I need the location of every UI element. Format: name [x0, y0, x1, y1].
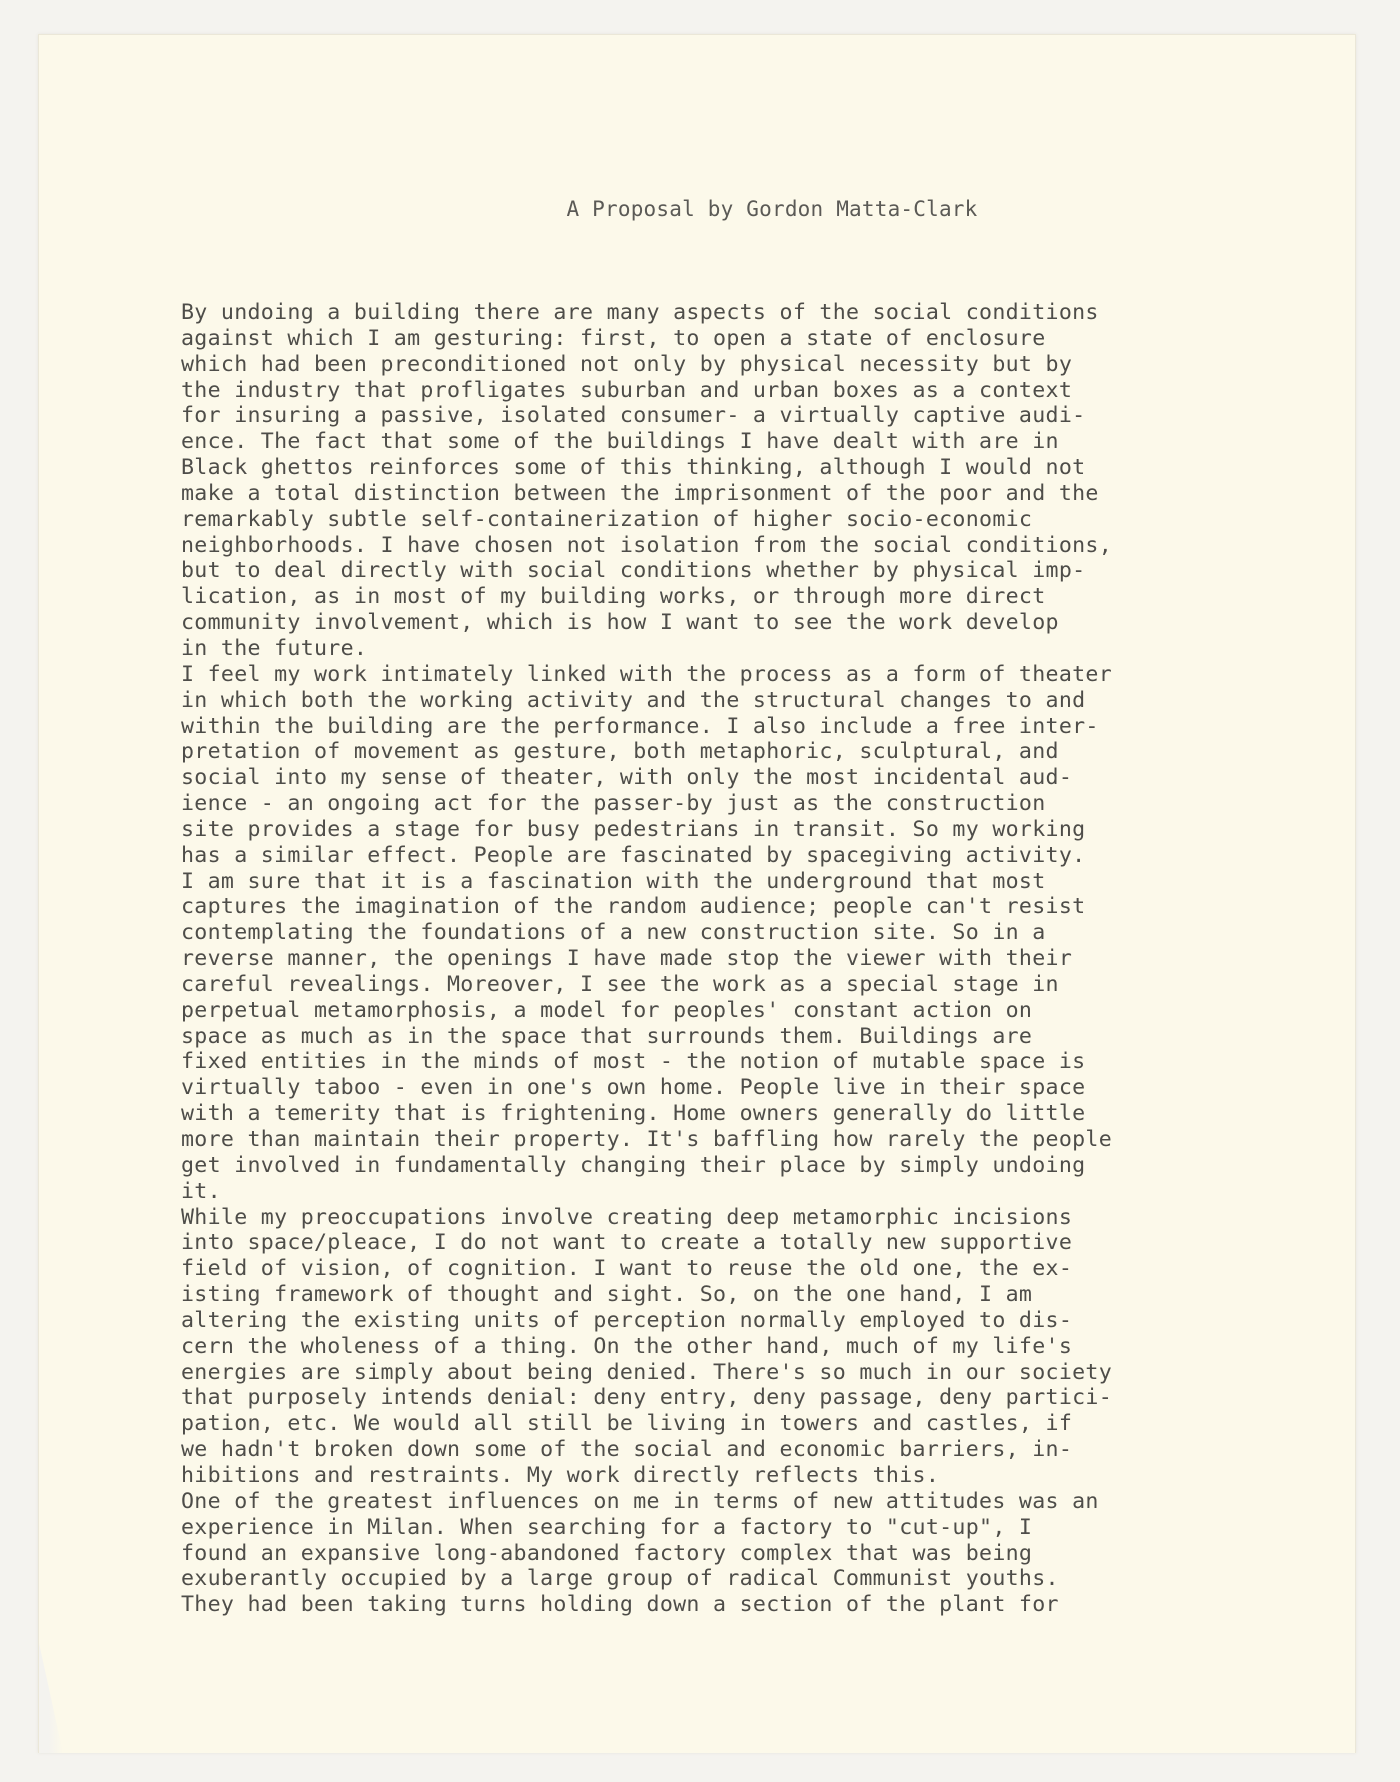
text-line: found an expansive long-abandoned factory complex that was being — [181, 1540, 1033, 1566]
text-line: reverse manner, the openings I have made stop the viewer with their — [181, 946, 1073, 972]
text-line: in which both the working activity and the structural changes to and — [181, 687, 1086, 713]
text-line: site provides a stage for busy pedestrians in transit. So my working — [181, 816, 1086, 842]
text-line: which had been preconditioned not only by physical necessity but by — [181, 351, 1073, 377]
text-line: pretation of movement as gesture, both metaphoric, sculptural, and — [181, 739, 1059, 765]
text-line: in the future. — [181, 635, 368, 661]
document-page — [38, 34, 1356, 1753]
text-line: ence. The fact that some of the buildings I have dealt with are in — [181, 429, 1059, 455]
text-line: community involvement, which is how I want to see the work develop — [181, 610, 1059, 636]
text-line: space as much as in the space that surrounds them. Buildings are — [181, 1023, 1033, 1049]
text-line: cern the wholeness of a thing. On the other hand, much of my life's — [181, 1333, 1073, 1359]
text-line: exuberantly occupied by a large group of radical Communist youths. — [181, 1566, 1059, 1592]
text-line: Black ghettos reinforces some of this thinking, although I would not — [181, 455, 1086, 481]
text-line: energies are simply about being denied. There's so much in our society — [181, 1359, 1113, 1385]
text-line: with a temerity that is frightening. Home owners generally do little — [181, 1101, 1086, 1127]
text-line: has a similar effect. People are fascinated by spacegiving activity. — [181, 842, 1086, 868]
text-line: One of the greatest influences on me in terms of new attitudes was an — [181, 1488, 1099, 1514]
text-line: that purposely intends denial: deny entry, deny passage, deny partici- — [181, 1385, 1113, 1411]
text-line: the industry that profligates suburban and urban boxes as a context — [181, 377, 1073, 403]
text-line: we hadn't broken down some of the social and economic barriers, in- — [181, 1437, 1073, 1463]
text-line: I am sure that it is a fascination with the underground that most — [181, 868, 1046, 894]
text-line: I feel my work intimately linked with the process as a form of theater — [181, 661, 1113, 687]
text-line: ience - an ongoing act for the passer-by just as the construction — [181, 791, 1046, 817]
text-line: While my preoccupations involve creating deep metamorphic incisions — [181, 1204, 1073, 1230]
text-line: contemplating the foundations of a new construction site. So in a — [181, 920, 1046, 946]
text-line: neighborhoods. I have chosen not isolation from the social conditions, — [181, 532, 1113, 558]
text-line: fixed entities in the minds of most - the notion of mutable space is — [181, 1049, 1086, 1075]
text-line: perpetual metamorphosis, a model for peoples' constant action on — [181, 997, 1033, 1023]
text-line: social into my sense of theater, with only the most incidental aud- — [181, 765, 1073, 791]
text-line: careful revealings. Moreover, I see the work as a special stage in — [181, 971, 1059, 997]
text-line: remarkably subtle self-containerization of higher socio-economic — [181, 506, 1033, 532]
text-line: By undoing a building there are many aspects of the social conditions — [181, 300, 1099, 325]
body-text — [181, 300, 1112, 1618]
text-line: hibitions and restraints. My work directly reflects this. — [181, 1462, 940, 1488]
text-line: virtually taboo - even in one's own home. People live in their space — [181, 1075, 1086, 1101]
text-line: isting framework of thought and sight. So, on the one hand, I am — [181, 1282, 1033, 1308]
text-line: within the building are the performance. I also include a free inter- — [181, 713, 1099, 739]
text-line: into space/pleace, I do not want to create a totally new supportive — [181, 1230, 1073, 1256]
text-line: but to deal directly with social conditions whether by physical imp- — [181, 558, 1086, 584]
text-line: altering the existing units of perception normally employed to dis- — [181, 1307, 1073, 1333]
text-line: it. — [181, 1178, 221, 1204]
text-line: field of vision, of cognition. I want to reuse the old one, the ex- — [181, 1256, 1073, 1282]
text-line: lication, as in most of my building works, or through more direct — [181, 584, 1046, 610]
text-line: They had been taking turns holding down a section of the plant for — [181, 1592, 1059, 1618]
text-line: make a total distinction between the imprisonment of the poor and the — [181, 480, 1099, 506]
text-line: captures the imagination of the random audience; people can't resist — [181, 894, 1086, 920]
text-line: more than maintain their property. It's baffling how rarely the people — [181, 1127, 1113, 1152]
text-line: get involved in fundamentally changing their place by simply undoing — [181, 1152, 1086, 1178]
text-line: experience in Milan. When searching for a factory to "cut-up", I — [181, 1514, 1033, 1540]
page-corner-fold — [39, 1643, 63, 1753]
text-line: for insuring a passive, isolated consumer- a virtually captive audi- — [181, 403, 1086, 429]
page-title: A Proposal by Gordon Matta-Clark — [566, 197, 978, 221]
text-line: pation, etc. We would all still be living in towers and castles, if — [181, 1411, 1073, 1437]
text-line: against which I am gesturing: first, to open a state of enclosure — [181, 325, 1046, 351]
